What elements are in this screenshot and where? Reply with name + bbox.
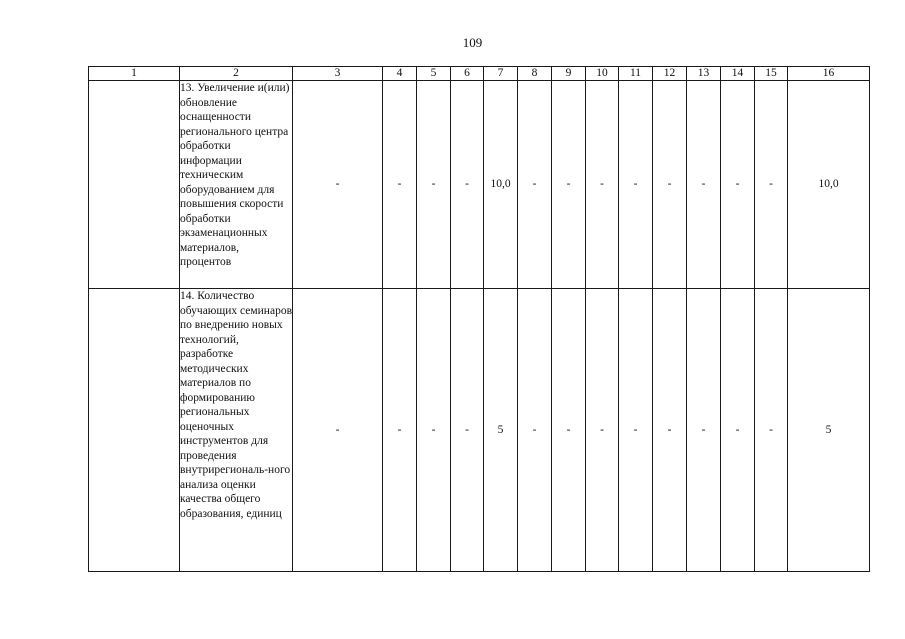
- table-cell: -: [552, 289, 586, 572]
- table-cell: -: [721, 81, 755, 289]
- page-number: 109: [462, 35, 483, 50]
- table-cell: -: [653, 81, 687, 289]
- table-cell: 5: [484, 289, 518, 572]
- column-header: 15: [755, 67, 788, 81]
- table-cell: 10,0: [484, 81, 518, 289]
- indicator-description: 13. Увеличение и(или) обновление оснащенности регионального центра обработки информации техническим оборудованием для повышения скорости обработки экзаменационных материалов, процентов: [180, 81, 293, 289]
- table-cell: -: [518, 81, 552, 289]
- column-header: 14: [721, 67, 755, 81]
- table-cell: [89, 289, 180, 572]
- column-header: 13: [687, 67, 721, 81]
- indicators-table: [88, 66, 870, 572]
- table-cell: 10,0: [788, 81, 870, 289]
- table-cell: -: [383, 81, 417, 289]
- indicator-description: 14. Количество обучающих семинаров по внедрению новых технологий, разработке методических материалов по формированию региональных оценочных инструментов для проведения внутрирегиональ-ного анализа оценки качества общего образования, единиц: [180, 289, 293, 572]
- table-row: [89, 289, 870, 572]
- table-cell: -: [755, 289, 788, 572]
- column-header: 12: [653, 67, 687, 81]
- table-row: [89, 81, 870, 289]
- column-header: 11: [619, 67, 653, 81]
- header-row: [89, 67, 870, 81]
- table-cell: -: [721, 289, 755, 572]
- column-header: 3: [293, 67, 383, 81]
- table-cell: [89, 81, 180, 289]
- table-cell: -: [755, 81, 788, 289]
- column-header: 2: [180, 67, 293, 81]
- column-header: 5: [417, 67, 451, 81]
- table-cell: -: [293, 81, 383, 289]
- column-header: 7: [484, 67, 518, 81]
- table-cell: -: [653, 289, 687, 572]
- table-cell: 5: [788, 289, 870, 572]
- column-header: 1: [89, 67, 180, 81]
- table-cell: -: [417, 81, 451, 289]
- table-cell: -: [451, 81, 484, 289]
- table-cell: -: [293, 289, 383, 572]
- table-cell: -: [383, 289, 417, 572]
- table-cell: -: [586, 289, 619, 572]
- table-cell: -: [518, 289, 552, 572]
- column-header: 10: [586, 67, 619, 81]
- table-cell: -: [586, 81, 619, 289]
- column-header: 8: [518, 67, 552, 81]
- table-cell: -: [552, 81, 586, 289]
- table-cell: -: [417, 289, 451, 572]
- table-cell: -: [687, 289, 721, 572]
- table-cell: -: [619, 81, 653, 289]
- column-header: 6: [451, 67, 484, 81]
- column-header: 4: [383, 67, 417, 81]
- column-header: 9: [552, 67, 586, 81]
- table-cell: -: [619, 289, 653, 572]
- table-cell: -: [451, 289, 484, 572]
- table-cell: -: [687, 81, 721, 289]
- column-header: 16: [788, 67, 870, 81]
